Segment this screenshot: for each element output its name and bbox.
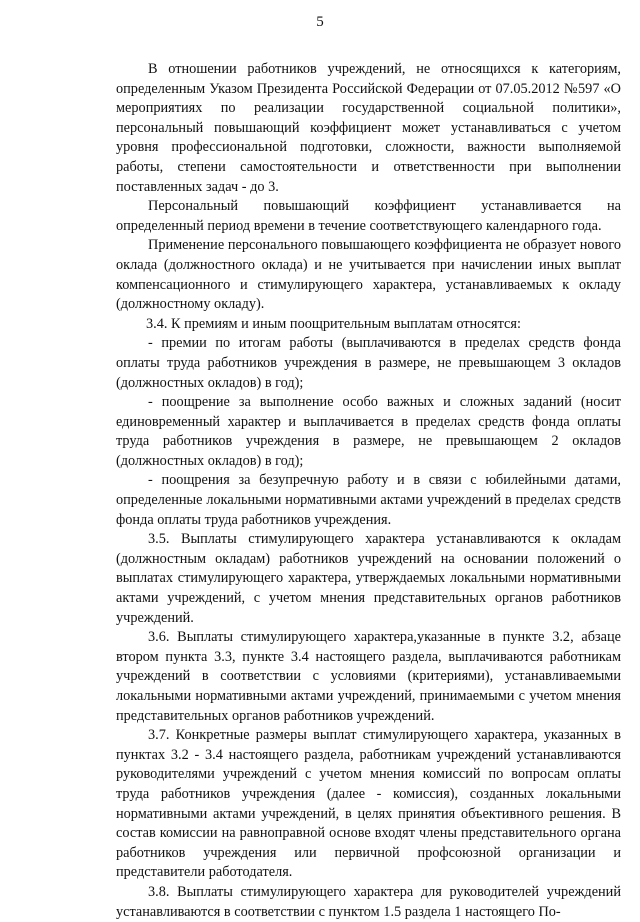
list-item-bonus-important-tasks: - поощрение за выполнение особо важных и сложных заданий (носит единовременный характер и выплачивается в пределах средств фонда оплаты труда работников учреждения в размере, не превышающем 2 окладов (должностных окладов) в год); <box>116 394 621 469</box>
document-body <box>116 60 621 922</box>
paragraph-coefficient-other-categories: В отношении работников учреждений, не относящихся к категориям, определенным Указом Президента Российской Федерации от 07.05.2012 №597 «О мероприятиях по реализации государственной социальной политики», персональный повышающий коэффициент может устанавливаться с учетом уровня профессиональной подготовки, сложности, важности выполняемой работы, степени самостоятельности и ответственности при выполнении поставленных задач - до 3. <box>116 61 621 195</box>
paragraph-3-7: 3.7. Конкретные размеры выплат стимулирующего характера, указанных в пунктах 3.2 - 3.4 настоящего раздела, работникам учреждений устанавливаются руководителями учреждений с учетом мнения комиссий по вопросам оплаты труда работников учреждения (далее - комиссия), созданных локальными нормативными актами учреждений, в целях принятия объективного решения. В состав комиссии на равноправной основе входят члены представительного органа работников учреждения или первичной профсоюзной организации и представители работодателя. <box>116 727 621 881</box>
list-item-bonus-results: - премии по итогам работы (выплачиваются в пределах средств фонда оплаты труда работников учреждения в размере, не превышающем 3 окладов (должностных окладов) в год); <box>116 335 621 391</box>
paragraph-3-5: 3.5. Выплаты стимулирующего характера устанавливаются к окладам (должностным окладам) работников учреждений на основании положений о выплатах стимулирующего характера, утверждаемых локальными нормативными актами учреждений, с учетом мнения представительных органов работников учреждений. <box>116 531 621 626</box>
page-number: 5 <box>316 14 324 30</box>
paragraph-3-6: 3.6. Выплаты стимулирующего характера,указанные в пункте 3.2, абзаце втором пункта 3.3, пункте 3.4 настоящего раздела, выплачиваются работникам учреждений в соответствии с условиями (критериями), устанавливаемыми локальными нормативными актами учреждений, принимаемыми с учетом мнения представительных органов работников учреждений. <box>116 629 621 724</box>
list-item-bonus-jubilee: - поощрения за безупречную работу и в связи с юбилейными датами, определенные локальными нормативными актами учреждений в пределах средств фонда оплаты труда работников учреждения. <box>116 472 621 528</box>
paragraph-3-4-heading: 3.4. К премиям и иным поощрительным выплатам относятся: <box>146 315 521 332</box>
paragraph-coefficient-period: Персональный повышающий коэффициент устанавливается на определенный период времени в течение соответствующего календарного года. <box>116 198 621 234</box>
paragraph-3-8: 3.8. Выплаты стимулирующего характера для руководителей учреждений устанавливаются в соответствии с пунктом 1.5 раздела 1 настоящего По- <box>116 883 621 920</box>
paragraph-coefficient-application: Применение персонального повышающего коэффициента не образует нового оклада (должностного оклада) и не учитывается при начислении иных выплат компенсационного и стимулирующего характера, устанавливаемых к окладу (должностному окладу). <box>116 237 621 313</box>
